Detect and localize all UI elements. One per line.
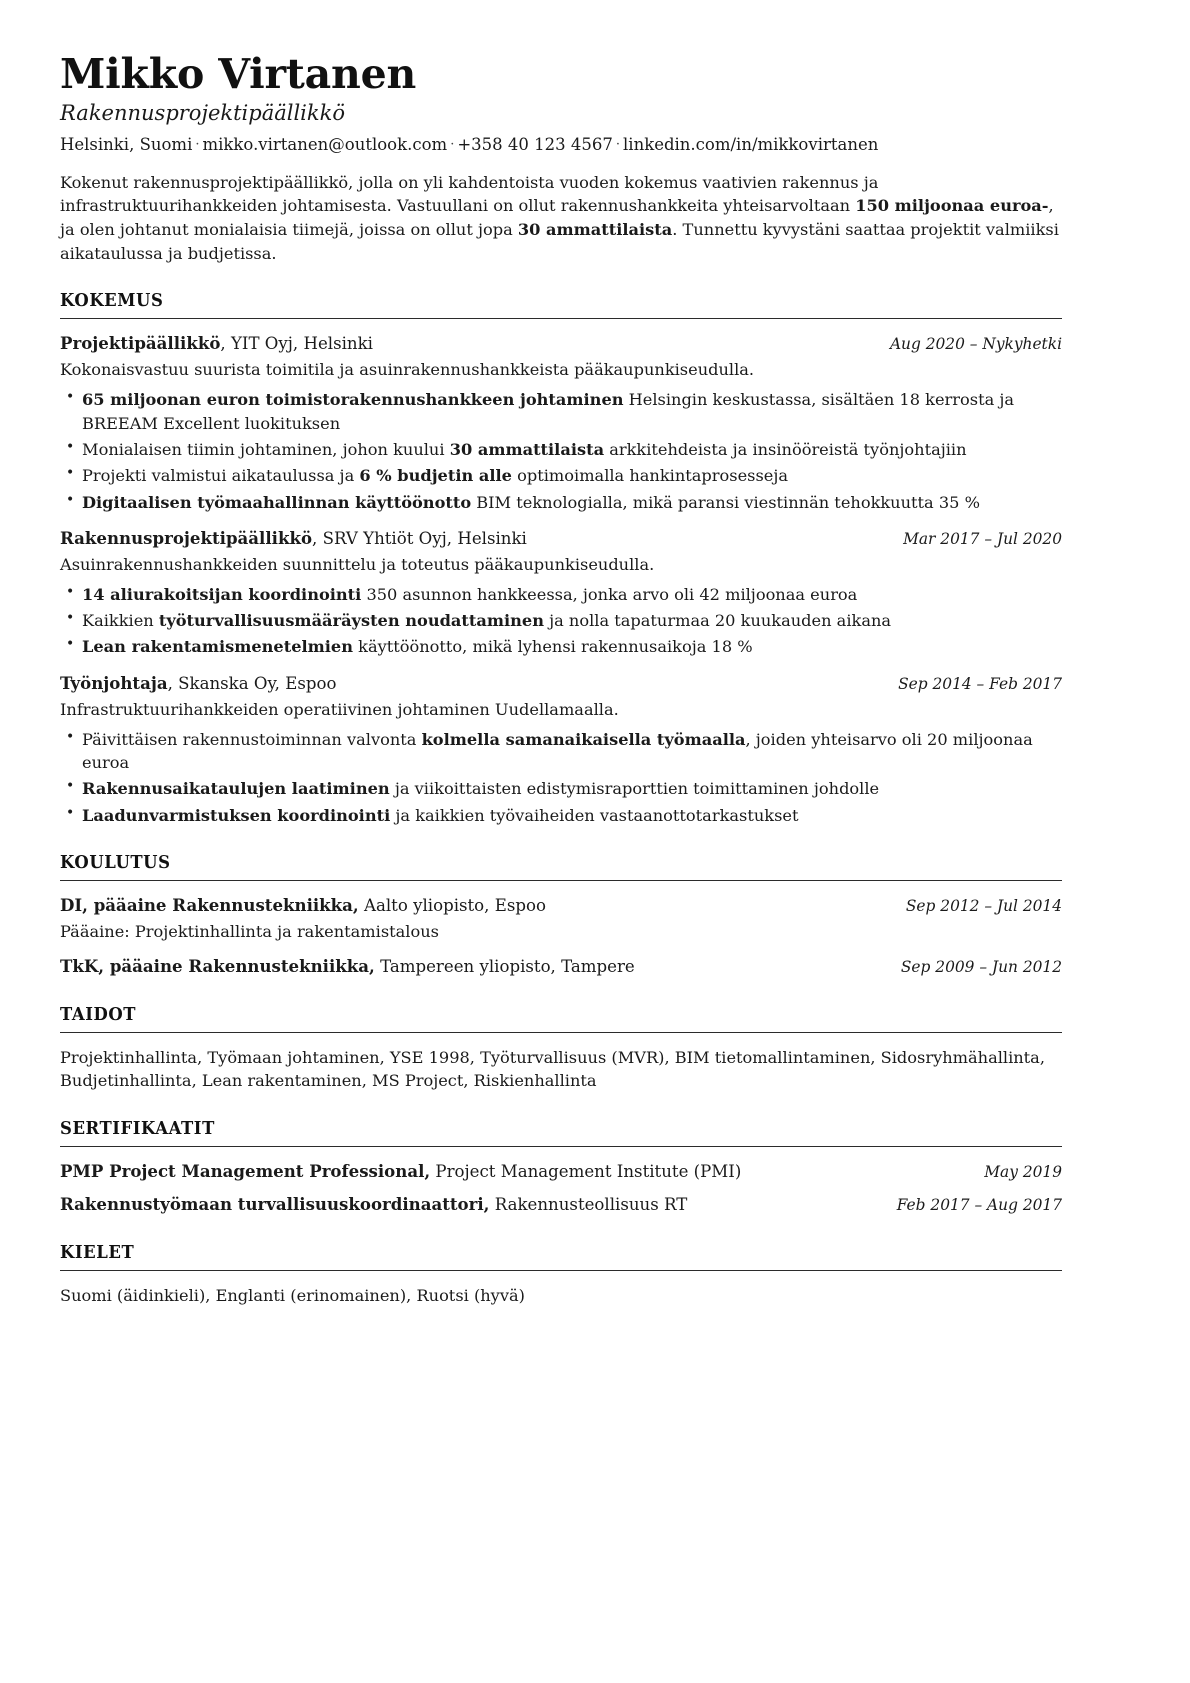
section-skills: [60, 1005, 1062, 1093]
job-bullet-item: [60, 777, 1062, 800]
job-title-and-company: [60, 527, 885, 551]
contact-separator: ·: [615, 136, 621, 152]
job-bullet-item: [60, 609, 1062, 632]
job-bullet-item: [60, 438, 1062, 461]
experience-entry: [60, 527, 1062, 659]
section-languages: [60, 1243, 1062, 1308]
entry-header: [60, 955, 1062, 979]
section-divider: [60, 1032, 1062, 1033]
bullet-text: BIM teknologialla, mikä paransi viestinnän tehokkuutta 35 %: [471, 492, 980, 512]
education-entries: [60, 894, 1062, 979]
bullet-text: käyttöönotto, mikä lyhensi rakennusaikoja 18 %: [353, 637, 753, 657]
job-bullet-item: [60, 388, 1062, 435]
job-bullet-item: [60, 804, 1062, 827]
bullet-text: Kaikkien: [82, 611, 159, 631]
certificate-issuer: Rakennusteollisuus RT: [489, 1195, 688, 1214]
bullet-text: Helsingin keskustassa, sisältäen 18 kerrosta ja BREEAM Excellent luokituksen: [82, 390, 1015, 433]
experience-entries: [60, 332, 1062, 827]
job-bullet-item: [60, 635, 1062, 658]
job-role: Työnjohtaja: [60, 672, 168, 693]
section-divider: [60, 318, 1062, 319]
bullet-text: Päivittäisen rakennustoiminnan valvonta: [82, 729, 422, 749]
job-summary: Infrastruktuurihankkeiden operatiivinen johtaminen Uudellamaalla.: [60, 699, 619, 719]
experience-entry: [60, 672, 1062, 827]
job-company: , SRV Yhtiöt Oyj, Helsinki: [312, 528, 527, 548]
job-date-range: Sep 2014 – Feb 2017: [898, 674, 1062, 693]
section-divider: [60, 1146, 1062, 1147]
job-bullet-list: [60, 583, 1062, 659]
degree-and-school: [60, 955, 883, 979]
certificate-entry: [60, 1193, 1062, 1217]
section-title-education: KOULUTUS: [60, 853, 171, 874]
school-name: Aalto yliopisto, Espoo: [358, 896, 546, 916]
job-date-range: Mar 2017 – Jul 2020: [903, 529, 1062, 548]
degree-name: TkK, pääaine Rakennustekniikka,: [60, 955, 375, 976]
section-title-skills: TAIDOT: [60, 1004, 137, 1025]
contact-line: [60, 134, 1062, 156]
skills-list: Projektinhallinta, Työmaan johtaminen, YSE 1998, Työturvallisuus (MVR), BIM tietomallintaminen, Sidosryhmähallinta, Budjetinhallinta, Lean rakentaminen, MS Project, Riskienhallinta: [60, 1047, 1045, 1091]
certificate-name-and-issuer: [60, 1160, 966, 1184]
job-bullet-list: [60, 728, 1062, 827]
education-date-range: Sep 2012 – Jul 2014: [905, 897, 1062, 916]
certificate-date: May 2019: [984, 1163, 1062, 1182]
job-role: Projektipäällikkö: [60, 333, 221, 354]
candidate-headline: Rakennusprojektipäällikkö: [60, 101, 345, 126]
job-summary: Asuinrakennushankkeiden suunnittelu ja toteutus pääkaupunkiseudulla.: [60, 554, 655, 574]
job-bullet-item: [60, 728, 1062, 775]
job-role: Rakennusprojektipäällikkö: [60, 527, 313, 548]
entry-header: [60, 894, 1062, 918]
section-title-experience: KOKEMUS: [60, 291, 164, 312]
job-title-and-company: [60, 672, 880, 696]
contact-linkedin[interactable]: linkedin.com/in/mikkovirtanen: [623, 134, 879, 154]
certificate-name-and-issuer: [60, 1193, 879, 1217]
bullet-text: ja nolla tapaturmaa 20 kuukauden aikana: [543, 611, 892, 631]
bullet-emphasis: 14 aliurakoitsijan koordinointi: [82, 584, 362, 604]
entry-header: [60, 1160, 1062, 1184]
professional-summary: [60, 171, 1062, 266]
bullet-emphasis: 30 ammattilaista: [449, 439, 605, 459]
bullet-emphasis: Laadunvarmistuksen koordinointi: [82, 805, 391, 825]
section-title-languages: KIELET: [60, 1242, 135, 1263]
education-entry: [60, 955, 1062, 979]
bullet-text: ja kaikkien työvaiheiden vastaanottotarkastukset: [390, 805, 799, 825]
job-summary: Kokonaisvastuu suurista toimitila ja asuinrakennushankkeista pääkaupunkiseudulla.: [60, 360, 755, 380]
school-name: Tampereen yliopisto, Tampere: [374, 956, 635, 976]
certificate-name: PMP Project Management Professional,: [60, 1161, 431, 1182]
contact-separator: ·: [195, 136, 200, 152]
bullet-emphasis: Digitaalisen työmaahallinnan käyttöönotto: [82, 492, 472, 512]
certificate-entry: [60, 1160, 1062, 1184]
bullet-text: Monialaisen tiimin johtaminen, johon kuului: [82, 439, 450, 459]
bullet-emphasis: 6 % budjetin alle: [359, 466, 512, 486]
section-divider: [60, 880, 1062, 881]
contact-separator: ·: [450, 136, 455, 152]
bullet-emphasis: 65 miljoonan euron toimistorakennushankkeen johtaminen: [82, 390, 624, 410]
job-date-range: Aug 2020 – Nykyhetki: [889, 335, 1062, 354]
entry-header: [60, 332, 1062, 356]
contact-location: Helsinki, Suomi: [60, 134, 193, 154]
summary-emphasis: 30 ammattilaista: [517, 220, 673, 240]
bullet-text: 350 asunnon hankkeessa, jonka arvo oli 42 miljoonaa euroa: [361, 584, 858, 604]
job-title-and-company: [60, 332, 872, 356]
contact-email[interactable]: mikko.virtanen@outlook.com: [202, 134, 448, 154]
section-title-certificates: SERTIFIKAATIT: [60, 1119, 215, 1140]
cv-content: [60, 52, 1062, 1308]
bullet-emphasis: työturvallisuusmääräysten noudattaminen: [158, 611, 544, 631]
bullet-text: arkkitehdeista ja insinööreistä työnjohtajiin: [604, 439, 967, 459]
languages-list: Suomi (äidinkieli), Englanti (erinomainen), Ruotsi (hyvä): [60, 1285, 525, 1305]
certificate-date: Feb 2017 – Aug 2017: [896, 1196, 1062, 1214]
bullet-emphasis: kolmella samanaikaisella työmaalla: [421, 729, 746, 749]
job-bullet-item: [60, 583, 1062, 606]
section-certificates: [60, 1119, 1062, 1217]
job-bullet-list: [60, 388, 1062, 514]
summary-text: , ja olen johtanut monialaisia tiimejä, joissa on ollut jopa: [60, 196, 1054, 240]
bullet-text: optimoimalla hankintaprosesseja: [511, 466, 789, 486]
entry-header: [60, 527, 1062, 551]
degree-name: DI, pääaine Rakennustekniikka,: [60, 895, 359, 916]
degree-and-school: [60, 894, 888, 918]
job-company: , YIT Oyj, Helsinki: [220, 334, 373, 354]
summary-emphasis: 150 miljoonaa euroa-: [855, 196, 1049, 216]
certificate-entries: [60, 1160, 1062, 1217]
section-divider: [60, 1270, 1062, 1271]
education-date-range: Sep 2009 – Jun 2012: [900, 957, 1062, 976]
experience-entry: [60, 332, 1062, 514]
job-bullet-item: [60, 491, 1062, 514]
entry-header: [60, 1193, 1062, 1217]
summary-text: . Tunnettu kyvystäni saattaa projektit valmiiksi aikataulussa ja budjetissa.: [60, 220, 1059, 263]
bullet-emphasis: Lean rakentamismenetelmien: [82, 637, 353, 657]
education-note: Pääaine: Projektinhallinta ja rakentamistalous: [60, 921, 439, 941]
section-experience: [60, 291, 1062, 827]
certificate-name: Rakennustyömaan turvallisuuskoordinaattori,: [60, 1194, 490, 1214]
cv-header: [60, 52, 1062, 265]
bullet-text: ja viikoittaisten edistymisraporttien toimittaminen johdolle: [389, 779, 880, 799]
contact-phone[interactable]: +358 40 123 4567: [457, 134, 613, 154]
job-bullet-item: [60, 464, 1062, 487]
entry-header: [60, 672, 1062, 696]
summary-text: Kokenut rakennusprojektipäällikkö, jolla on yli kahdentoista vuoden kokemus vaativien rakennus ja infrastruktuurihankkeiden johtamisesta. Vastuullani on ollut rakennushankkeita yhteisarvoltaan: [60, 172, 879, 216]
job-company: , Skanska Oy, Espoo: [167, 673, 337, 693]
bullet-text: , joiden yhteisarvo oli 20 miljoonaa euroa: [82, 729, 1033, 773]
education-entry: [60, 894, 1062, 943]
bullet-text: Projekti valmistui aikataulussa ja: [82, 466, 360, 486]
certificate-issuer: Project Management Institute (PMI): [430, 1162, 742, 1182]
candidate-name: Mikko Virtanen: [60, 50, 417, 98]
section-education: [60, 853, 1062, 979]
bullet-emphasis: Rakennusaikataulujen laatiminen: [82, 779, 390, 799]
